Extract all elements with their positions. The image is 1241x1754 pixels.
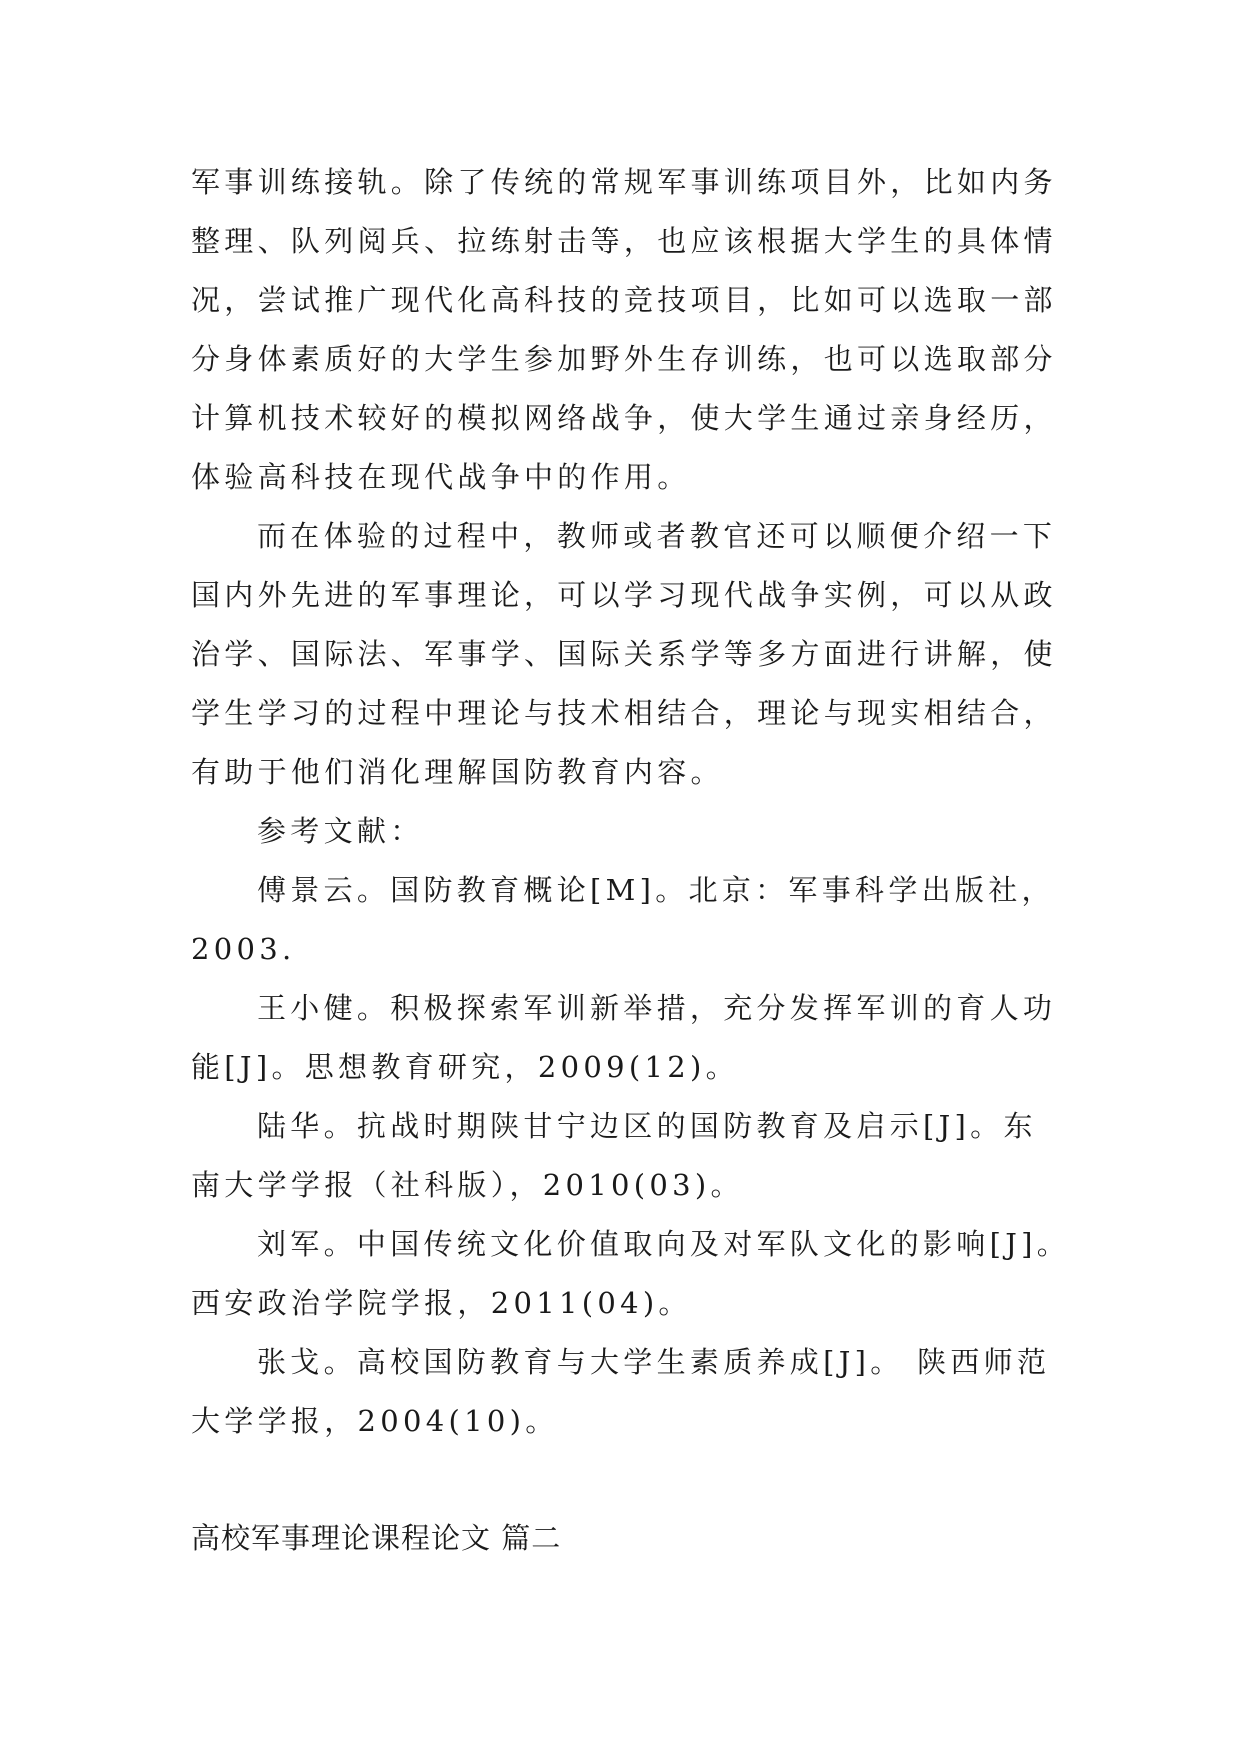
reference-item-cont: 南大学学报（社科版），2010(03)。 bbox=[191, 1168, 744, 1202]
reference-item: 王小健。积极探索军训新举措，充分发挥军训的育人功 bbox=[257, 991, 1057, 1025]
body-line: 体验高科技在现代战争中的作用。 bbox=[191, 460, 691, 494]
section-heading: 高校军事理论课程论文 篇二 bbox=[191, 1521, 562, 1555]
body-line: 而在体验的过程中，教师或者教官还可以顺便介绍一下 bbox=[257, 519, 1057, 553]
reference-item-cont: 西安政治学院学报，2011(04)。 bbox=[191, 1286, 692, 1320]
reference-item: 傅景云。国防教育概论[M]。北京：军事科学出版社， bbox=[257, 873, 1055, 907]
reference-item: 陆华。抗战时期陕甘宁边区的国防教育及启示[J]。东 bbox=[257, 1109, 1037, 1143]
body-line: 军事训练接轨。除了传统的常规军事训练项目外，比如内务 bbox=[191, 165, 1057, 199]
reference-item: 张戈。高校国防教育与大学生素质养成[J]。 陕西师范 bbox=[257, 1345, 1051, 1379]
reference-item-cont: 大学学报，2004(10)。 bbox=[191, 1404, 559, 1438]
body-line: 学生学习的过程中理论与技术相结合，理论与现实相结合， bbox=[191, 696, 1057, 730]
reference-item: 刘军。中国传统文化价值取向及对军队文化的影响[J]。 bbox=[257, 1227, 1071, 1261]
body-line: 况，尝试推广现代化高科技的竞技项目，比如可以选取一部 bbox=[191, 283, 1057, 317]
body-line: 国内外先进的军事理论，可以学习现代战争实例，可以从政 bbox=[191, 578, 1057, 612]
reference-item-cont: 2003. bbox=[191, 932, 296, 966]
reference-item-cont: 能[J]。思想教育研究，2009(12)。 bbox=[191, 1050, 739, 1084]
body-line: 治学、国际法、军事学、国际关系学等多方面进行讲解，使 bbox=[191, 637, 1057, 671]
body-line: 整理、队列阅兵、拉练射击等，也应该根据大学生的具体情 bbox=[191, 224, 1057, 258]
body-line: 有助于他们消化理解国防教育内容。 bbox=[191, 755, 724, 789]
references-title: 参考文献： bbox=[257, 814, 424, 848]
body-line: 分身体素质好的大学生参加野外生存训练，也可以选取部分 bbox=[191, 342, 1057, 376]
body-line: 计算机技术较好的模拟网络战争，使大学生通过亲身经历， bbox=[191, 401, 1057, 435]
